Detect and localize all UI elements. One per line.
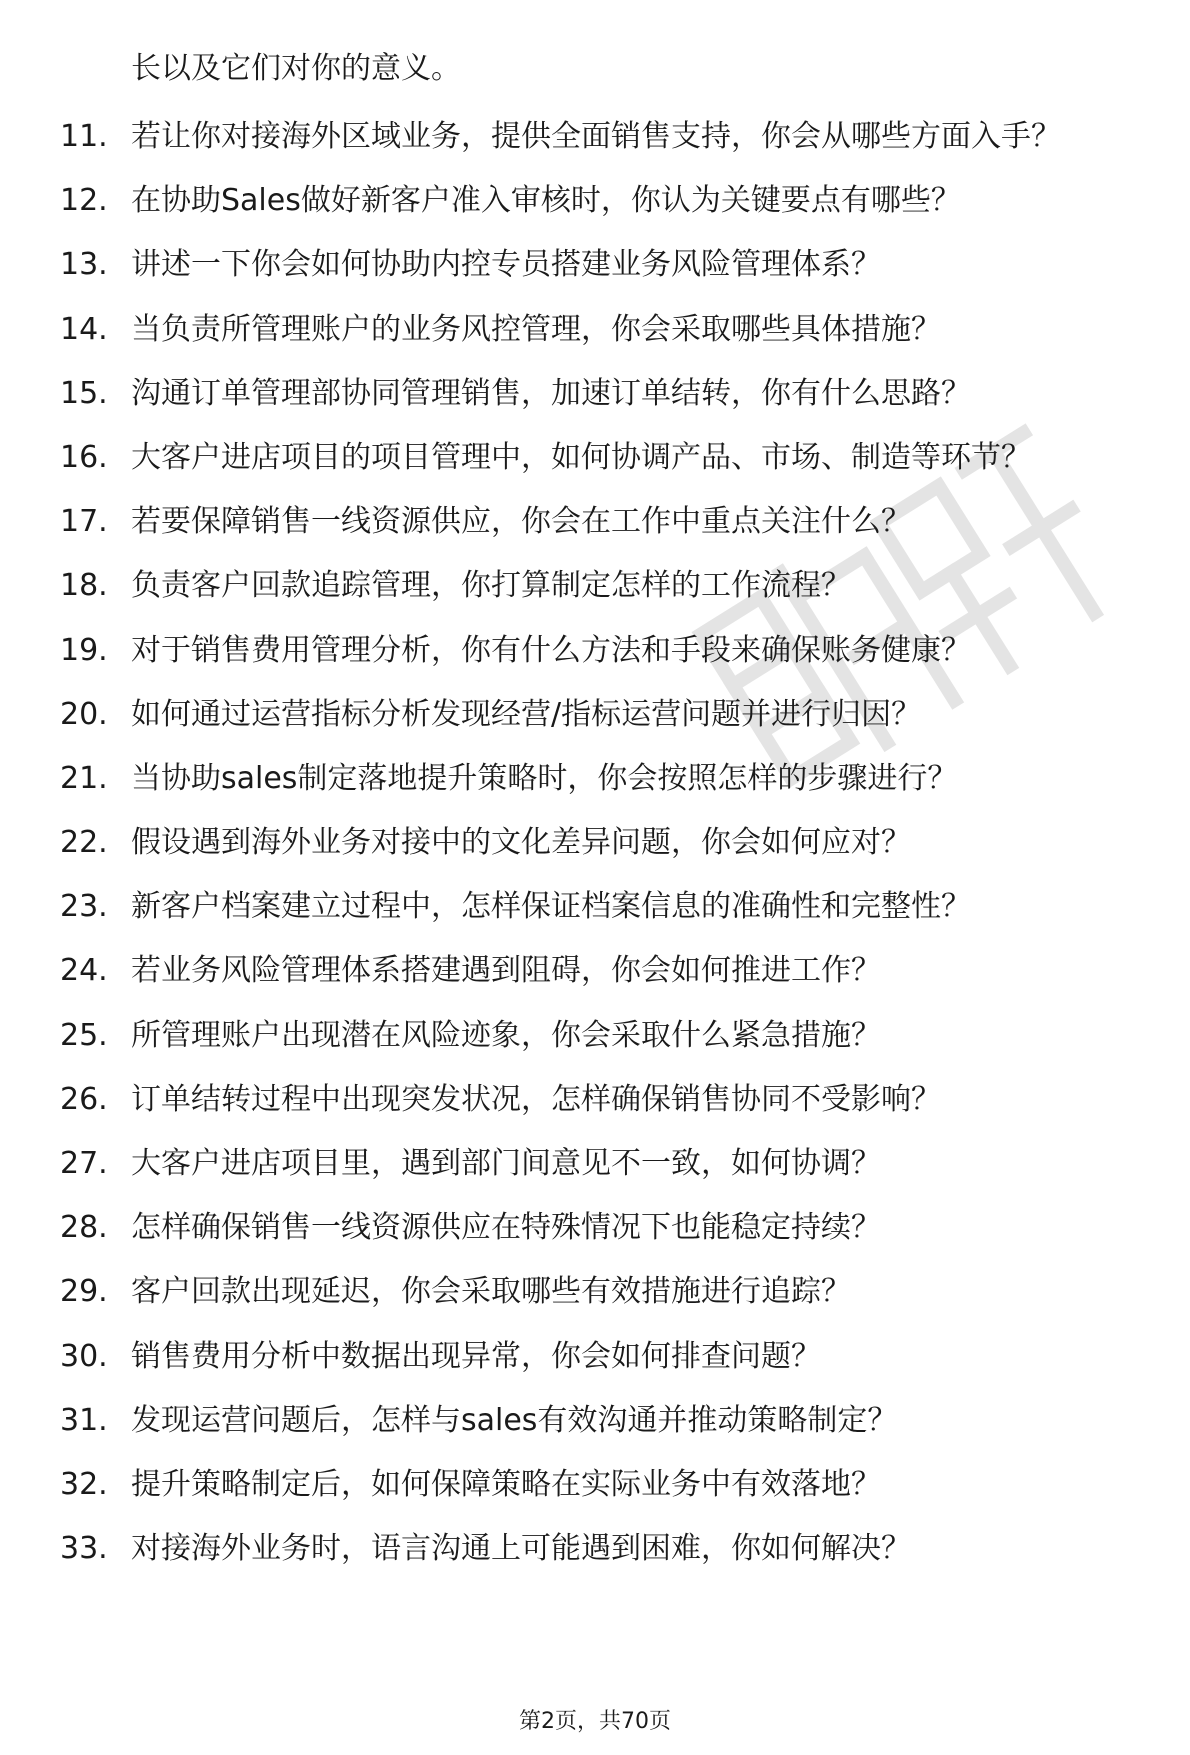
question-number: 23. <box>60 889 108 925</box>
question-number: 19. <box>60 632 108 668</box>
question-number: 17. <box>60 504 108 540</box>
question-text: 发现运营问题后，怎样与sales有效沟通并推动策略制定？ <box>131 1402 898 1438</box>
question-item <box>0 503 1190 541</box>
question-item <box>0 1209 1190 1247</box>
question-number: 20. <box>60 696 108 732</box>
question-number: 13. <box>60 247 108 283</box>
question-number: 26. <box>60 1081 108 1117</box>
question-text: 若让你对接海外区域业务，提供全面销售支持，你会从哪些方面入手？ <box>131 119 1061 154</box>
question-text: 订单结转过程中出现突发状况，怎样确保销售协同不受影响？ <box>131 1081 941 1117</box>
question-number: 29. <box>60 1274 108 1310</box>
question-number: 27. <box>60 1146 108 1181</box>
question-item <box>0 567 1190 605</box>
question-text: 怎样确保销售一线资源供应在特殊情况下也能稳定持续？ <box>131 1210 881 1246</box>
question-text: 负责客户回款追踪管理，你打算制定怎样的工作流程？ <box>131 568 851 604</box>
question-item <box>0 824 1190 862</box>
question-text: 如何通过运营指标分析发现经营/指标运营问题并进行归因？ <box>131 696 922 732</box>
question-item <box>0 888 1190 926</box>
question-item <box>0 696 1190 734</box>
question-text: 对接海外业务时，语言沟通上可能遇到困难，你如何解决？ <box>131 1531 911 1567</box>
question-text: 对于销售费用管理分析，你有什么方法和手段来确保账务健康？ <box>131 632 971 668</box>
question-text: 假设遇到海外业务对接中的文化差异问题，你会如何应对？ <box>131 825 911 861</box>
question-item <box>0 1273 1190 1311</box>
question-item <box>0 439 1190 477</box>
question-item <box>0 182 1190 220</box>
question-number: 15. <box>60 375 108 411</box>
question-text: 提升策略制定后，如何保障策略在实际业务中有效落地？ <box>131 1466 881 1502</box>
question-item <box>0 118 1190 156</box>
page-footer: 第2页，共70页 <box>519 1709 671 1734</box>
question-text: 所管理账户出现潜在风险迹象，你会采取什么紧急措施？ <box>131 1017 881 1053</box>
question-number: 30. <box>60 1338 108 1374</box>
question-text: 当负责所管理账户的业务风控管理，你会采取哪些具体措施？ <box>131 311 941 347</box>
question-text: 销售费用分析中数据出现异常，你会如何排查问题？ <box>131 1338 821 1374</box>
continuation-text: 长以及它们对你的意义。 <box>131 51 461 86</box>
question-item <box>0 1466 1190 1504</box>
question-text: 大客户进店项目里，遇到部门间意见不一致，如何协调？ <box>131 1146 881 1181</box>
question-number: 12. <box>60 183 108 219</box>
question-item <box>0 1081 1190 1119</box>
question-number: 31. <box>60 1402 108 1438</box>
question-text: 若要保障销售一线资源供应，你会在工作中重点关注什么？ <box>131 504 911 540</box>
question-number: 25. <box>60 1017 108 1053</box>
question-item <box>0 1338 1190 1376</box>
question-item <box>0 246 1190 284</box>
question-number: 24. <box>60 953 108 989</box>
question-text: 在协助Sales做好新客户准入审核时，你认为关键要点有哪些？ <box>131 183 961 219</box>
question-number: 32. <box>60 1466 108 1502</box>
question-item <box>0 311 1190 349</box>
question-text: 当协助sales制定落地提升策略时，你会按照怎样的步骤进行？ <box>131 760 958 796</box>
question-text: 大客户进店项目的项目管理中，如何协调产品、市场、制造等环节？ <box>131 439 1031 475</box>
question-text: 新客户档案建立过程中，怎样保证档案信息的准确性和完整性？ <box>131 889 971 925</box>
question-list <box>0 118 1190 1594</box>
question-number: 28. <box>60 1210 108 1246</box>
question-text: 若业务风险管理体系搭建遇到阻碍，你会如何推进工作？ <box>131 953 881 989</box>
question-number: 11. <box>60 119 108 154</box>
question-text: 讲述一下你会如何协助内控专员搭建业务风险管理体系？ <box>131 247 881 283</box>
question-item <box>0 952 1190 990</box>
question-item <box>0 375 1190 413</box>
question-item <box>0 1145 1190 1183</box>
question-item <box>0 1017 1190 1055</box>
question-text: 客户回款出现延迟，你会采取哪些有效措施进行追踪？ <box>131 1274 851 1310</box>
question-text: 沟通订单管理部协同管理销售，加速订单结转，你有什么思路？ <box>131 375 971 411</box>
question-item <box>0 1402 1190 1440</box>
question-number: 22. <box>60 825 108 861</box>
question-item <box>0 632 1190 670</box>
question-number: 14. <box>60 311 108 347</box>
question-item <box>0 1530 1190 1568</box>
question-number: 18. <box>60 568 108 604</box>
question-number: 21. <box>60 760 108 796</box>
question-number: 16. <box>60 439 108 475</box>
question-item <box>0 760 1190 798</box>
question-number: 33. <box>60 1531 108 1567</box>
